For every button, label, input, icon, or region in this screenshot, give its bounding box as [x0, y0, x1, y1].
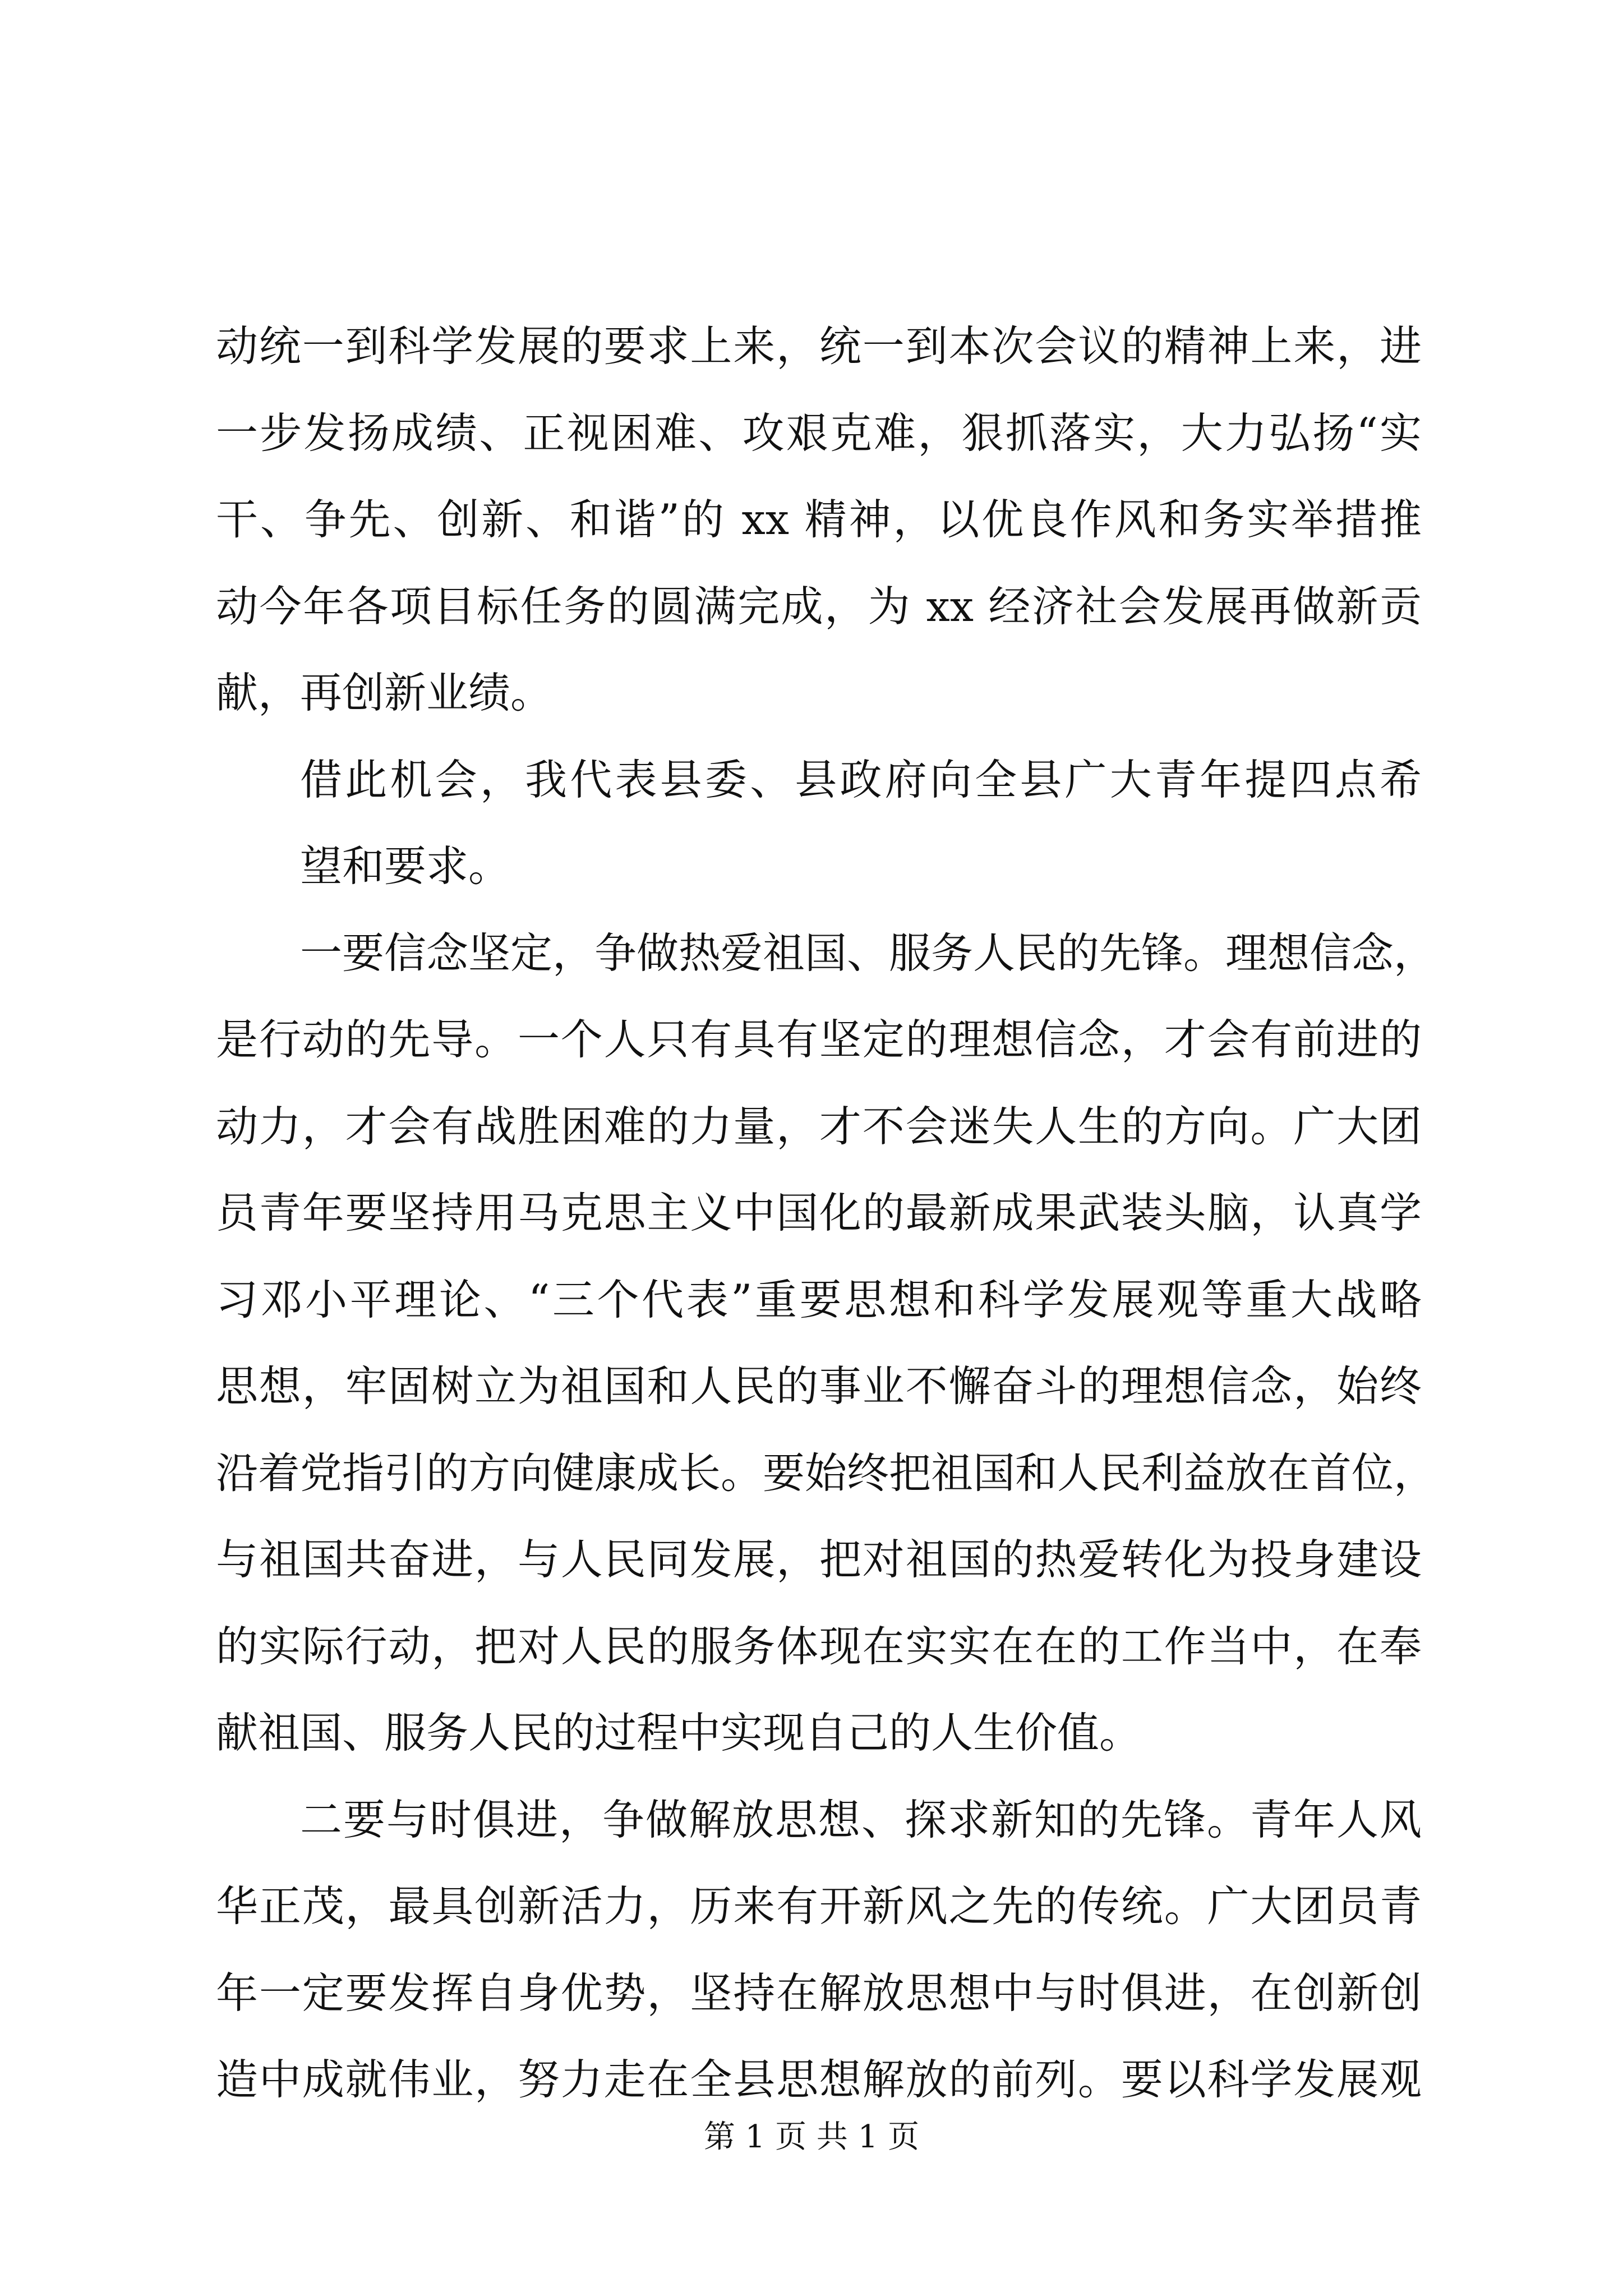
text-line: 动今年各项目标任务的圆满完成，为 xx 经济社会发展再做新贡 — [216, 581, 1422, 631]
text-line: 献，再创新业绩。 — [216, 668, 553, 717]
text-line: 一步发扬成绩、正视困难、攻艰克难，狠抓落实，大力弘扬“实 — [216, 408, 1422, 458]
text-line: 沿着党指引的方向健康成长。要始终把祖国和人民利益放在首位， — [216, 1448, 1436, 1498]
text-line: 思想，牢固树立为祖国和人民的事业不懈奋斗的理想信念，始终 — [216, 1361, 1422, 1411]
text-line: 员青年要坚持用马克思主义中国化的最新成果武装头脑，认真学 — [216, 1188, 1422, 1237]
text-line: 年一定要发挥自身优势，坚持在解放思想中与时俱进，在创新创 — [216, 1968, 1422, 2018]
text-line: 的实际行动，把对人民的服务体现在实实在在的工作当中，在奉 — [216, 1621, 1422, 1671]
text-line: 动力，才会有战胜困难的力量，才不会迷失人生的方向。广大团 — [216, 1101, 1422, 1151]
text-line: 华正茂，最具创新活力，历来有开新风之先的传统。广大团员青 — [216, 1881, 1422, 1931]
text-line: 造中成就伟业，努力走在全县思想解放的前列。要以科学发展观 — [216, 2055, 1422, 2104]
text-line: 献祖国、服务人民的过程中实现自己的人生价值。 — [216, 1708, 1142, 1757]
page-number-footer: 第 1 页 共 1 页 — [703, 2119, 920, 2155]
text-line: 动统一到科学发展的要求上来，统一到本次会议的精神上来，进 — [216, 321, 1422, 371]
text-line: 干、争先、创新、和谐”的 xx 精神，以优良作风和务实举措推 — [216, 495, 1422, 544]
text-line: 是行动的先导。一个人只有具有坚定的理想信念，才会有前进的 — [216, 1015, 1422, 1064]
text-line: 二要与时俱进，争做解放思想、探求新知的先锋。青年人风 — [300, 1795, 1422, 1844]
text-line: 一要信念坚定，争做热爱祖国、服务人民的先锋。理想信念， — [300, 928, 1436, 978]
document-body — [216, 303, 1436, 2123]
text-line: 借此机会，我代表县委、县政府向全县广大青年提四点希 — [300, 754, 1422, 804]
text-line: 与祖国共奋进，与人民同发展，把对祖国的热爱转化为投身建设 — [216, 1535, 1422, 1584]
text-line: 习邓小平理论、“三个代表”重要思想和科学发展观等重大战略 — [216, 1274, 1422, 1324]
text-line: 望和要求。 — [300, 841, 511, 891]
